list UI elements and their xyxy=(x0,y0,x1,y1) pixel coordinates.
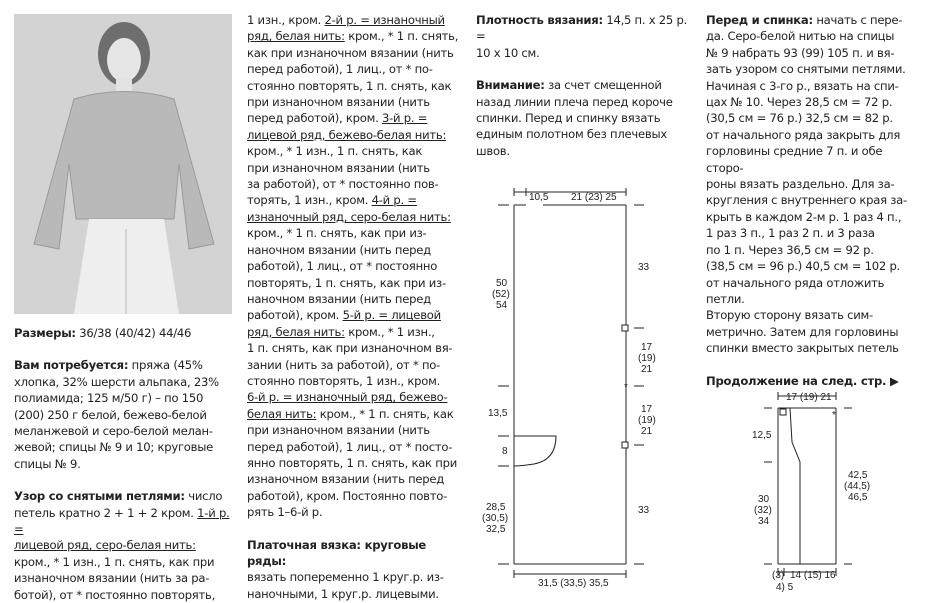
row-heading: 3-й р. = xyxy=(381,111,428,126)
pattern-text: изнаночном вязании (нить за ра- xyxy=(14,571,210,586)
instruction-text: крыть в каждом 2-м р. 1 раз 4 п., xyxy=(706,209,902,224)
density-label: Плотность вязания: xyxy=(476,13,603,27)
pattern-text: наночном вязании (нить перед xyxy=(247,242,431,257)
pattern-text: 1 изн., кром. xyxy=(247,13,322,27)
pattern-text: при изнаночном вязании (нить xyxy=(247,423,430,438)
dim-left-top: 12,5 xyxy=(752,430,772,441)
section-title: Перед и спинка: xyxy=(706,13,813,27)
marker-square xyxy=(622,325,628,331)
row-heading: ряд, белая нить: xyxy=(247,29,345,44)
pattern-text: стоянно повторять, 1 п. снять, как xyxy=(247,78,452,93)
pattern-text: зании (нить за работой), от * по- xyxy=(247,357,441,372)
dim-top-right: 21 (23) 25 xyxy=(571,192,617,203)
pattern-text: 1 п. снять, как при изнаночном вя- xyxy=(247,341,453,356)
dim-right-top: 33 xyxy=(638,262,650,273)
dim-bottom-right: 14 (15) 16 xyxy=(790,570,836,581)
dim-top-left: 10,5 xyxy=(529,192,549,203)
attention-text: спинки. Перед и спинку вязать xyxy=(476,111,661,126)
attention-text: швов. xyxy=(476,143,510,158)
pattern-text: янно повторять, 1 п. снять, как при xyxy=(247,455,457,470)
instruction-text: роны вязать раздельно. Для за- xyxy=(706,177,895,192)
dim-right-mid: 17 xyxy=(641,342,653,353)
pattern-text: рять 1–6-й р. xyxy=(247,505,323,520)
continued-link[interactable]: Продолжение на след. стр. ▶ xyxy=(706,373,899,388)
pattern-text: работой), 1 лиц., от * постоянно xyxy=(247,259,438,274)
instruction-text: по 1 п. Через 36,5 см = 92 р. xyxy=(706,242,874,257)
attention-text: единым полотном без плечевых xyxy=(476,127,667,142)
pattern-text: кром., * 1 п. снять, как xyxy=(319,406,454,421)
dim-left-top: (52) xyxy=(492,289,510,300)
need-text: полиамида; 125 м/50 г) – по 150 xyxy=(14,391,204,406)
instruction-text: цах № 10. Через 28,5 см = 72 р. xyxy=(706,95,893,110)
dim-left-top: 54 xyxy=(496,300,508,311)
dim-left-bottom: 32,5 xyxy=(486,524,506,535)
need-text: хлопка, 32% шерсти альпака, 23% xyxy=(14,374,219,389)
instruction-text: Начиная с 3-го р., вязать на спи- xyxy=(706,78,899,93)
dim-top: 17 (19) 21 xyxy=(786,392,832,403)
dim-bottom-left: (3) xyxy=(772,570,785,581)
density-text: 14,5 п. x 25 р. = xyxy=(476,13,688,44)
instruction-text: № 9 набрать 93 (99) 105 п. и вя- xyxy=(706,45,895,60)
pattern-text: перед работой), 1 лиц., от * по- xyxy=(247,62,433,77)
row-heading: лицевой ряд, бежево-белая нить: xyxy=(247,127,447,142)
model-photo xyxy=(14,14,232,314)
dim-right: (44,5) xyxy=(844,481,871,492)
pattern-text: кром., * 1 изн., xyxy=(348,324,435,339)
dim-left-bottom: 30 xyxy=(758,494,770,505)
row-heading: лицевой ряд, серо-белая нить: xyxy=(14,538,196,553)
marker-star: * xyxy=(624,382,628,393)
density-text: 10 x 10 см. xyxy=(476,45,540,60)
instruction-text: от начального ряда отложить петли. xyxy=(706,275,885,306)
need-text: жевой; спицы № 9 и 10; круговые xyxy=(14,440,213,455)
instruction-text: спинки вместо закрытых петель xyxy=(706,341,899,356)
sizes-value: 36/38 (40/42) 44/46 xyxy=(79,326,192,340)
instruction-text: зать узором со снятыми петлями. xyxy=(706,62,906,77)
pattern-text: изнаночном вязании (нить перед xyxy=(247,472,445,487)
col1-text xyxy=(14,325,234,603)
dim-bottom: 31,5 (33,5) 35,5 xyxy=(538,578,609,589)
instruction-text: (30,5 см = 76 р.) 32,5 см = 82 р. xyxy=(706,111,893,126)
attention-text: за счет смещенной xyxy=(548,78,662,93)
instruction-text: (38,5 см = 96 р.) 40,5 см = 102 р. xyxy=(706,259,900,274)
pattern-text: число xyxy=(188,489,223,504)
plat-text: вязать попеременно 1 круг.р. из- xyxy=(247,570,444,585)
pattern-text: за работой), от * постоянно пов- xyxy=(247,177,439,192)
pattern-text: наночном вязании (нить перед xyxy=(247,291,431,306)
pattern-text: перед работой), 1 лиц., от * посто- xyxy=(247,439,453,454)
pattern-text: при изнаночном вязании (нить xyxy=(247,160,430,175)
pattern-text: перед работой), кром. xyxy=(247,111,379,126)
dim-right-mid: 17 xyxy=(641,404,653,415)
dim-right-mid: 21 xyxy=(641,364,653,375)
row-heading: 4-й р. = xyxy=(371,193,417,208)
row-heading: 5-й р. = лицевой xyxy=(342,308,441,323)
pattern-text: торять, 1 изн., кром. xyxy=(247,193,369,208)
pattern-text: как при изнаночном вязании (нить xyxy=(247,45,454,60)
need-text: пряжа (45% xyxy=(131,358,203,373)
pattern-label: Узор со снятыми петлями: xyxy=(14,489,185,504)
pattern-text: кром., * 1 п. снять, xyxy=(348,29,459,44)
attention-label: Внимание: xyxy=(476,78,545,93)
instruction-text: горловины средние 7 п. и обе сторо- xyxy=(706,144,883,175)
instruction-text: кругления с внутреннего края за- xyxy=(706,193,907,208)
row-heading: 6-й р. = изнаночный ряд, бежево- xyxy=(247,390,448,405)
dim-left-bottom: (30,5) xyxy=(482,513,509,524)
col2-text xyxy=(247,12,459,602)
sleeve-schematic xyxy=(740,382,925,594)
dim-left-small: 8 xyxy=(502,446,508,457)
dim-left-bottom: (32) xyxy=(754,505,772,516)
instruction-text: метрично. Затем для горловины xyxy=(706,324,899,339)
plat-label: Платочная вязка: круговые ряды: xyxy=(247,537,427,568)
dim-right-mid: 21 xyxy=(641,426,653,437)
dim-right-bottom: 33 xyxy=(638,505,650,516)
pattern-text: петель кратно 2 + 1 + 2 кром. xyxy=(14,505,194,520)
need-text: спицы № 9. xyxy=(14,456,81,471)
instruction-text: 1 раз 3 п., 1 раз 2 п. и 3 раза xyxy=(706,226,875,241)
pattern-text: кром., * 1 изн., 1 п. снять, как при xyxy=(14,554,215,569)
dim-left-bottom: 34 xyxy=(758,516,770,527)
marker-star: * xyxy=(832,410,836,421)
need-text: меланжевой и серо-белой мелан- xyxy=(14,424,213,439)
plat-text: наночными, 1 круг.р. лицевыми. xyxy=(247,586,439,601)
need-text: (200) 250 г белой, бежево-белой xyxy=(14,407,207,422)
instruction-text: да. Серо-белой нитью на спицы xyxy=(706,29,895,44)
row-heading: 1-й р. = xyxy=(14,505,230,537)
instruction-text: Вторую сторону вязать сим- xyxy=(706,308,873,323)
instruction-text: от начального ряда закрыть для xyxy=(706,127,901,142)
row-heading: изнаночный ряд, серо-белая нить: xyxy=(247,209,451,224)
marker-square xyxy=(622,442,628,448)
instruction-text: начать с пере- xyxy=(816,13,903,27)
front-back-schematic xyxy=(476,180,691,592)
pattern-text: ботой), от * постоянно повторять, xyxy=(14,587,216,602)
pattern-text: повторять, 1 п. снять, как при из- xyxy=(247,275,446,290)
pattern-text: работой), кром. xyxy=(247,308,340,323)
marker-square xyxy=(780,409,786,415)
dim-right: 46,5 xyxy=(848,492,868,503)
dim-left-mid: 13,5 xyxy=(488,408,508,419)
dim-left-bottom: 28,5 xyxy=(486,502,506,513)
dim-right-mid: (19) xyxy=(638,415,656,426)
dim-right-mid: (19) xyxy=(638,353,656,364)
dim-bottom-left: 4) 5 xyxy=(776,582,794,593)
col4-text xyxy=(706,12,921,389)
row-heading: ряд, белая нить: xyxy=(247,324,345,339)
pattern-text: при изнаночном вязании (нить xyxy=(247,95,430,110)
dim-right: 42,5 xyxy=(848,470,868,481)
dim-left-top: 50 xyxy=(496,278,508,289)
sizes-label: Размеры: xyxy=(14,326,76,340)
pattern-text: кром., * 1 изн., 1 п. снять, как xyxy=(247,144,423,159)
row-heading: 2-й р. = изнаночный xyxy=(324,13,445,27)
need-label: Вам потребуется: xyxy=(14,358,129,373)
row-heading: белая нить: xyxy=(247,406,317,421)
pattern-text: стоянно повторять, 1 изн., кром. xyxy=(247,373,441,388)
pattern-text: работой), кром. Постоянно повто- xyxy=(247,488,448,503)
pattern-text: кром., * 1 п. снять, как при из- xyxy=(247,226,427,241)
attention-text: назад линии плеча перед короче xyxy=(476,94,673,109)
col3-text xyxy=(476,12,691,159)
